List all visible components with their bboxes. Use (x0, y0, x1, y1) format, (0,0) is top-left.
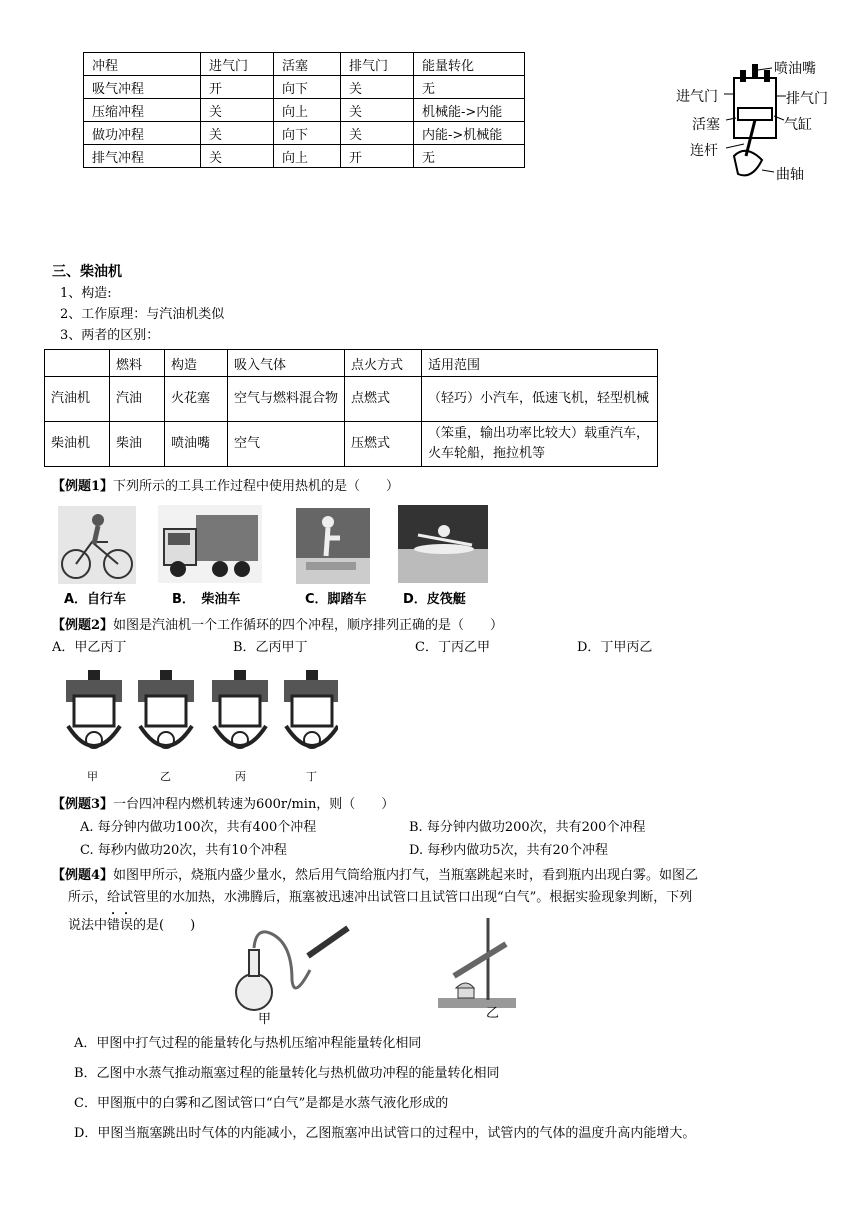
table-cell: 汽油机 (45, 377, 110, 422)
option-c: C. 每秒内做功20次，共有10个冲程 (80, 843, 287, 858)
question-text: 说法中 (68, 918, 108, 933)
label-piston: 活塞 (692, 117, 720, 133)
table-cell: 空气 (228, 422, 345, 467)
option-b: B. 每分钟内做功200次，共有200个冲程 (409, 820, 646, 835)
option-caption: B． 柴油车 (172, 592, 241, 607)
diagram-label: 乙 (160, 770, 171, 783)
option-caption: D．皮筏艇 (403, 592, 466, 607)
figure-label: 甲 (258, 1012, 272, 1027)
question-text: 如图是汽油机一个工作循环的四个冲程，顺序排列正确的是（ ） (113, 618, 504, 633)
table-header: 能量转化 (414, 53, 525, 76)
diagram-label: 丁 (306, 770, 317, 783)
table-cell: 压燃式 (345, 422, 422, 467)
option-b: B．乙图中水蒸气推动瓶塞过程的能量转化与热机做功冲程的能量转化相同 (74, 1066, 500, 1081)
example-tag: 【例题1】 (52, 479, 114, 494)
table-cell: 关 (341, 99, 414, 122)
table-cell: 关 (341, 122, 414, 145)
label-connecting-rod: 连杆 (690, 143, 718, 159)
table-row (84, 99, 525, 122)
table-cell: 关 (201, 122, 274, 145)
table-cell: 压缩冲程 (84, 99, 201, 122)
option-c: C．丁丙乙甲 (415, 640, 490, 655)
example-4-question (52, 866, 698, 886)
table-row (84, 76, 525, 99)
option-caption: C．脚踏车 (305, 592, 367, 607)
engine-diagram (676, 56, 852, 196)
stroke-diagram-ding (284, 670, 338, 748)
table-cell: 机械能->内能 (414, 99, 525, 122)
table-cell: 做功冲程 (84, 122, 201, 145)
table-header: 吸入气体 (228, 350, 345, 377)
table-cell: 喷油嘴 (165, 422, 228, 467)
table-cell: 点燃式 (345, 377, 422, 422)
option-a: A．甲图中打气过程的能量转化与热机压缩冲程能量转化相同 (74, 1036, 422, 1051)
table-cell: 内能->机械能 (414, 122, 525, 145)
question-text-line3 (68, 910, 195, 936)
table-cell: 向上 (274, 145, 341, 168)
stroke-diagram-bing (212, 670, 268, 748)
label-cylinder: 气缸 (784, 117, 812, 133)
table-cell: 关 (201, 145, 274, 168)
option-b: B．乙丙甲丁 (233, 640, 308, 655)
flask-pump-figure (232, 920, 350, 1016)
stroke-diagram-jia (66, 670, 122, 748)
table-row (84, 122, 525, 145)
example-1-question (52, 477, 399, 497)
table-cell: （笨重，输出功率比较大）载重汽车，火车轮船，拖拉机等 (422, 422, 658, 467)
section-item: 3、两者的区别： (60, 328, 160, 343)
table-cell: 关 (201, 99, 274, 122)
table-cell: 火花塞 (165, 377, 228, 422)
bicycle-photo (58, 506, 136, 584)
example-tag: 【例题2】 (52, 618, 114, 633)
option-d: D．丁甲丙乙 (577, 640, 653, 655)
label-intake-valve: 进气门 (676, 89, 718, 105)
table-cell: 向下 (274, 76, 341, 99)
table-header: 构造 (165, 350, 228, 377)
table-header-row (84, 53, 525, 76)
table-cell: 排气冲程 (84, 145, 201, 168)
diagram-label: 丙 (235, 770, 246, 783)
table-cell: （轻巧）小汽车，低速飞机，轻型机械 (422, 377, 658, 422)
label-exhaust-valve: 排气门 (786, 91, 828, 107)
table-row (84, 145, 525, 168)
option-a: A. 每分钟内做功100次，共有400个冲程 (80, 820, 317, 835)
stroke-diagram-yi (138, 670, 194, 748)
emphasis-text: 错误 (107, 918, 134, 933)
table-cell: 开 (341, 145, 414, 168)
table-header: 点火方式 (345, 350, 422, 377)
example-2-question (52, 616, 503, 636)
table-header: 进气门 (201, 53, 274, 76)
section-item: 2、工作原理：与汽油机类似 (60, 307, 225, 322)
table-header: 燃料 (110, 350, 165, 377)
table-cell: 关 (341, 76, 414, 99)
table-cell: 向上 (274, 99, 341, 122)
option-caption: A．自行车 (64, 592, 127, 607)
question-text: 下列所示的工具工作过程中使用热机的是（ ） (113, 479, 400, 494)
label-crankshaft: 曲轴 (776, 167, 804, 183)
section-title: 三、柴油机 (52, 264, 122, 280)
example-tag: 【例题4】 (52, 868, 114, 883)
option-d: D. 每秒内做功5次，共有20个冲程 (409, 843, 609, 858)
table-header-row (45, 350, 658, 377)
option-d: D．甲图当瓶塞跳出时气体的内能减小，乙图瓶塞冲出试管口的过程中，试管内的气体的温度升高内能增大。 (74, 1126, 696, 1141)
option-a: A．甲乙丙丁 (52, 640, 127, 655)
question-text: 一台四冲程内燃机转速为600r/min，则（ ） (113, 797, 395, 812)
kayak-photo (398, 505, 488, 583)
test-tube-figure (436, 918, 518, 1012)
question-text: 如图甲所示，烧瓶内盛少量水，然后用气筒给瓶内打气，当瓶塞跳起来时，看到瓶内出现白雾。如图乙 (113, 868, 699, 883)
diagram-label: 甲 (87, 770, 98, 783)
four-stroke-diagrams (58, 666, 338, 766)
table-cell: 无 (414, 145, 525, 168)
table-header: 活塞 (274, 53, 341, 76)
pedal-car-photo (296, 508, 370, 584)
table-header: 冲程 (84, 53, 201, 76)
table-row (45, 422, 658, 467)
option-c: C．甲图瓶中的白雾和乙图试管口“白气”是都是水蒸气液化形成的 (74, 1096, 449, 1111)
diesel-truck-photo (158, 505, 262, 583)
table-cell: 无 (414, 76, 525, 99)
table-cell: 向下 (274, 122, 341, 145)
table-cell: 柴油机 (45, 422, 110, 467)
comparison-table (44, 349, 658, 467)
table-header (45, 350, 110, 377)
table-header: 适用范围 (422, 350, 658, 377)
example-tag: 【例题3】 (52, 797, 114, 812)
table-cell: 汽油 (110, 377, 165, 422)
section-item: 1、构造: (60, 286, 112, 301)
question-text: 所示，给试管里的水加热，水沸腾后，瓶塞被迅速冲出试管口且试管口出现“白气”。根据实验现象判断，下列 (68, 890, 693, 905)
label-injector: 喷油嘴 (774, 61, 816, 77)
table-cell: 开 (201, 76, 274, 99)
stroke-table (83, 52, 525, 168)
figure-label: 乙 (486, 1006, 500, 1021)
table-cell: 柴油 (110, 422, 165, 467)
table-header: 排气门 (341, 53, 414, 76)
example-3-question (52, 795, 394, 815)
table-cell: 吸气冲程 (84, 76, 201, 99)
table-cell: 空气与燃料混合物 (228, 377, 345, 422)
question-text: 的是( ) (133, 918, 196, 933)
table-row (45, 377, 658, 422)
